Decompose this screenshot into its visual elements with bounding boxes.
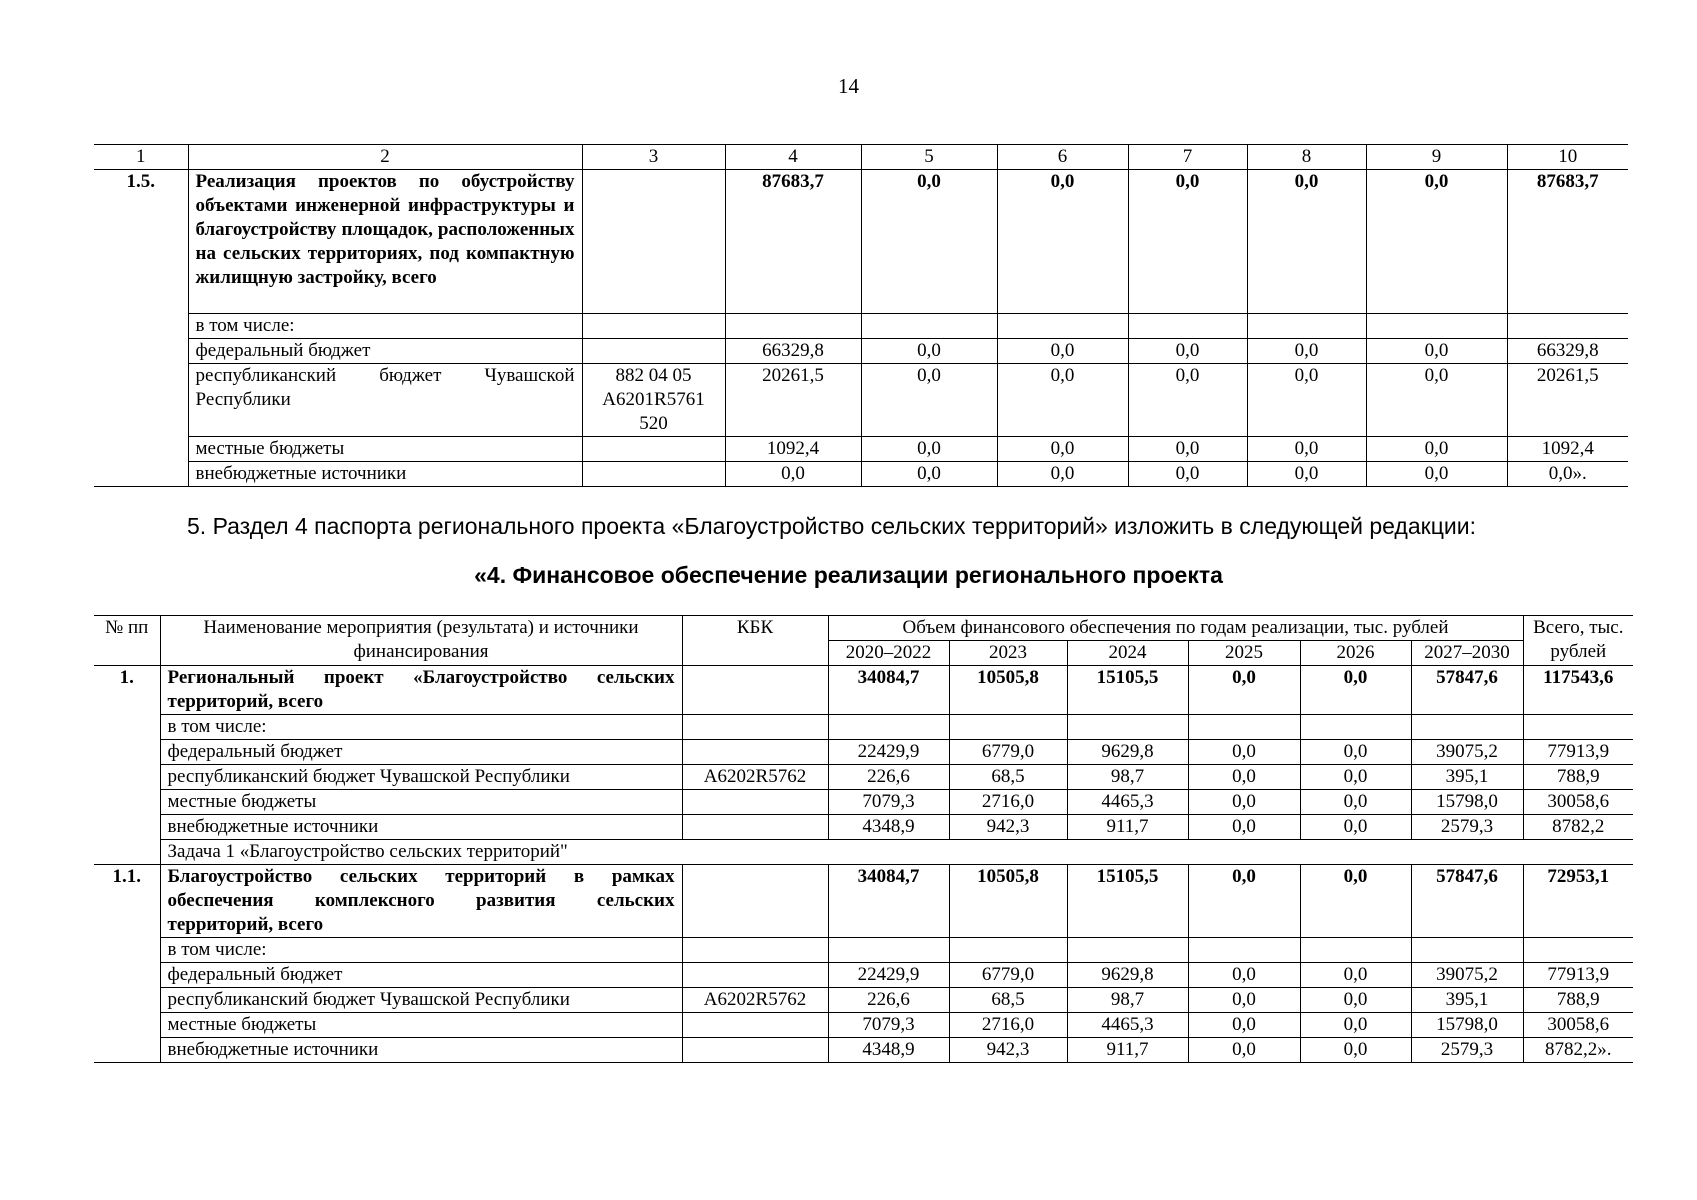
value-cell: 0,0: [1300, 988, 1411, 1013]
table-row: [94, 963, 1633, 988]
finance-table: [94, 615, 1633, 1063]
table-row: [94, 666, 1633, 715]
value-cell: 20261,5: [725, 364, 861, 437]
value-cell: 0,0: [1300, 740, 1411, 765]
row-number: [94, 364, 188, 437]
row-name: республиканский бюджет Чувашской Республики: [160, 988, 682, 1013]
kbk-line: 882 04 05: [615, 365, 692, 386]
value-cell: 788,9: [1523, 765, 1633, 790]
value-cell: 0,0: [1188, 790, 1300, 815]
kbk-cell: [582, 462, 725, 487]
value-cell: 2579,3: [1411, 815, 1523, 840]
value-cell: 8782,2».: [1523, 1038, 1633, 1063]
table-row: [94, 715, 1633, 740]
value-cell: 2579,3: [1411, 1038, 1523, 1063]
value-cell: 0,0: [1366, 364, 1507, 437]
row-name: Региональный проект «Благоустройство сельских территорий, всего: [160, 666, 682, 715]
row-name: местные бюджеты: [160, 790, 682, 815]
value-cell: 4465,3: [1067, 790, 1188, 815]
row-number: [94, 765, 160, 790]
table-row: [94, 938, 1633, 963]
kbk-cell: A6202R5762: [682, 988, 828, 1013]
value-cell: 15798,0: [1411, 1013, 1523, 1038]
value-cell: 22429,9: [828, 740, 949, 765]
value-cell: 57847,6: [1411, 865, 1523, 938]
value-cell: 66329,8: [725, 339, 861, 364]
value-cell: 0,0: [1188, 666, 1300, 715]
value-cell: 0,0: [725, 462, 861, 487]
value-cell: 0,0: [1128, 437, 1247, 462]
row-number: [94, 740, 160, 765]
value-cell: 0,0: [1300, 765, 1411, 790]
value-cell: 395,1: [1411, 765, 1523, 790]
value-cell: 788,9: [1523, 988, 1633, 1013]
table-row: [94, 790, 1633, 815]
value-cell: 34084,7: [828, 666, 949, 715]
header-year: 2020–2022: [828, 641, 949, 666]
value-cell: 6779,0: [949, 740, 1067, 765]
value-cell: 39075,2: [1411, 963, 1523, 988]
value-cell: 4465,3: [1067, 1013, 1188, 1038]
row-number: 1.1.: [94, 865, 160, 938]
value-cell: 4348,9: [828, 1038, 949, 1063]
value-cell: 0,0: [1300, 1038, 1411, 1063]
value-cell: 77913,9: [1523, 740, 1633, 765]
value-cell: 10505,8: [949, 666, 1067, 715]
value-cell: 0,0».: [1507, 462, 1628, 487]
value-cell: 0,0: [1188, 740, 1300, 765]
value-cell: 7079,3: [828, 1013, 949, 1038]
value-cell: 0,0: [861, 364, 997, 437]
value-cell: 395,1: [1411, 988, 1523, 1013]
value-cell: 117543,6: [1523, 666, 1633, 715]
amendment-paragraph: 5. Раздел 4 паспорта регионального проекта «Благоустройство сельских территорий» изложить в следующей редакции:: [187, 513, 1476, 539]
row-number: [94, 963, 160, 988]
value-cell: 0,0: [997, 364, 1128, 437]
row-name: внебюджетные источники: [160, 1038, 682, 1063]
table-row: [94, 462, 1628, 487]
kbk-cell: [682, 790, 828, 815]
value-cell: 72953,1: [1523, 865, 1633, 938]
value-cell: 87683,7: [1507, 170, 1628, 314]
value-cell: 2716,0: [949, 1013, 1067, 1038]
kbk-cell: [682, 815, 828, 840]
header-year: 2026: [1300, 641, 1411, 666]
value-cell: 8782,2: [1523, 815, 1633, 840]
value-cell: 1092,4: [1507, 437, 1628, 462]
value-cell: 0,0: [1188, 765, 1300, 790]
kbk-cell: [682, 1013, 828, 1038]
table-row: [94, 339, 1628, 364]
header-year: 2027–2030: [1411, 641, 1523, 666]
column-number: 4: [725, 145, 861, 170]
kbk-cell: [682, 865, 828, 938]
value-cell: 0,0: [1247, 170, 1366, 314]
value-cell: 0,0: [1366, 339, 1507, 364]
table-row: [94, 988, 1633, 1013]
header-num: № пп: [94, 616, 160, 666]
kbk-cell: [582, 339, 725, 364]
row-number: [94, 840, 160, 865]
row-number: [94, 938, 160, 963]
table-row: [94, 765, 1633, 790]
kbk-cell: [582, 437, 725, 462]
table-row: [94, 364, 1628, 437]
value-cell: 226,6: [828, 988, 949, 1013]
header-year: 2025: [1188, 641, 1300, 666]
value-cell: 0,0: [1188, 1038, 1300, 1063]
value-cell: 0,0: [1128, 339, 1247, 364]
row-name: Благоустройство сельских территорий в рамках обеспечения комплексного развития сельских территорий, всего: [160, 865, 682, 938]
value-cell: 0,0: [1300, 790, 1411, 815]
table-row: [94, 314, 1628, 339]
header-volume: Объем финансового обеспечения по годам реализации, тыс. рублей: [828, 616, 1523, 641]
row-name: федеральный бюджет: [188, 339, 582, 364]
kbk-cell: [682, 740, 828, 765]
value-cell: 0,0: [1366, 437, 1507, 462]
kbk-cell: [682, 666, 828, 715]
row-name: республиканский бюджет Чувашской Республики: [188, 364, 582, 437]
value-cell: 68,5: [949, 988, 1067, 1013]
value-cell: 942,3: [949, 1038, 1067, 1063]
value-cell: 9629,8: [1067, 963, 1188, 988]
value-cell: 226,6: [828, 765, 949, 790]
value-cell: 39075,2: [1411, 740, 1523, 765]
value-cell: 15105,5: [1067, 666, 1188, 715]
value-cell: 0,0: [1247, 339, 1366, 364]
value-cell: 0,0: [997, 437, 1128, 462]
kbk-cell: [682, 963, 828, 988]
column-number: 1: [94, 145, 188, 170]
kbk-line: A6201R5761: [602, 389, 705, 410]
column-number: 3: [582, 145, 725, 170]
value-cell: 20261,5: [1507, 364, 1628, 437]
kbk-cell: [682, 1038, 828, 1063]
value-cell: 0,0: [1188, 988, 1300, 1013]
row-name: республиканский бюджет Чувашской Республики: [160, 765, 682, 790]
table-row: [94, 1013, 1633, 1038]
value-cell: 10505,8: [949, 865, 1067, 938]
value-cell: 0,0: [1128, 170, 1247, 314]
column-number: 10: [1507, 145, 1628, 170]
value-cell: 30058,6: [1523, 790, 1633, 815]
section-heading: «4. Финансовое обеспечение реализации регионального проекта: [474, 562, 1223, 588]
table-row: [94, 170, 1628, 314]
value-cell: 9629,8: [1067, 740, 1188, 765]
row-name: местные бюджеты: [160, 1013, 682, 1038]
value-cell: 0,0: [1366, 170, 1507, 314]
value-cell: 0,0: [861, 437, 997, 462]
column-number: 7: [1128, 145, 1247, 170]
value-cell: 0,0: [1300, 865, 1411, 938]
value-cell: 4348,9: [828, 815, 949, 840]
header-row: [94, 616, 1633, 641]
value-cell: 1092,4: [725, 437, 861, 462]
header-kbk: КБК: [682, 616, 828, 666]
value-cell: 0,0: [1247, 364, 1366, 437]
value-cell: 942,3: [949, 815, 1067, 840]
row-number: [94, 437, 188, 462]
row-number: [94, 462, 188, 487]
value-cell: 98,7: [1067, 765, 1188, 790]
table-row: [94, 740, 1633, 765]
value-cell: 30058,6: [1523, 1013, 1633, 1038]
value-cell: 77913,9: [1523, 963, 1633, 988]
value-cell: 22429,9: [828, 963, 949, 988]
value-cell: 98,7: [1067, 988, 1188, 1013]
value-cell: 15105,5: [1067, 865, 1188, 938]
value-cell: 0,0: [997, 339, 1128, 364]
column-number: 2: [188, 145, 582, 170]
value-cell: 0,0: [1188, 815, 1300, 840]
finance-table-continuation: [94, 144, 1628, 487]
value-cell: 0,0: [1247, 462, 1366, 487]
column-number-row: [94, 145, 1628, 170]
value-cell: 0,0: [1128, 364, 1247, 437]
value-cell: 0,0: [1188, 963, 1300, 988]
table-row: [94, 865, 1633, 938]
column-number: 9: [1366, 145, 1507, 170]
table-row: [94, 1038, 1633, 1063]
value-cell: 0,0: [1188, 865, 1300, 938]
task-row: [94, 840, 1633, 865]
task-title: Задача 1 «Благоустройство сельских территорий": [160, 840, 1633, 865]
row-name: в том числе:: [188, 314, 582, 339]
value-cell: 0,0: [1300, 666, 1411, 715]
row-number: [94, 988, 160, 1013]
value-cell: 0,0: [997, 462, 1128, 487]
row-number: 1.5.: [94, 170, 188, 314]
value-cell: 0,0: [1247, 437, 1366, 462]
value-cell: 911,7: [1067, 815, 1188, 840]
header-year: 2023: [949, 641, 1067, 666]
value-cell: 34084,7: [828, 865, 949, 938]
row-name: в том числе:: [160, 715, 682, 740]
row-number: [94, 339, 188, 364]
kbk-cell: A6202R5762: [682, 765, 828, 790]
row-number: [94, 715, 160, 740]
value-cell: 0,0: [861, 462, 997, 487]
row-number: [94, 790, 160, 815]
row-number: 1.: [94, 666, 160, 715]
value-cell: 0,0: [861, 170, 997, 314]
value-cell: 0,0: [1300, 815, 1411, 840]
column-number: 6: [997, 145, 1128, 170]
row-name: внебюджетные источники: [160, 815, 682, 840]
value-cell: 6779,0: [949, 963, 1067, 988]
value-cell: 0,0: [1366, 462, 1507, 487]
row-number: [94, 1013, 160, 1038]
table-row: [94, 815, 1633, 840]
value-cell: 66329,8: [1507, 339, 1628, 364]
value-cell: 2716,0: [949, 790, 1067, 815]
header-name: Наименование мероприятия (результата) и источники финансирования: [160, 616, 682, 666]
column-number: 8: [1247, 145, 1366, 170]
value-cell: 0,0: [997, 170, 1128, 314]
header-total: Всего, тыс. рублей: [1523, 616, 1633, 666]
value-cell: 68,5: [949, 765, 1067, 790]
value-cell: 57847,6: [1411, 666, 1523, 715]
value-cell: 0,0: [1300, 963, 1411, 988]
value-cell: 0,0: [1300, 1013, 1411, 1038]
row-number: [94, 314, 188, 339]
row-name: федеральный бюджет: [160, 963, 682, 988]
value-cell: 911,7: [1067, 1038, 1188, 1063]
row-name: внебюджетные источники: [188, 462, 582, 487]
page-number: 14: [838, 74, 859, 98]
value-cell: 87683,7: [725, 170, 861, 314]
row-name: федеральный бюджет: [160, 740, 682, 765]
value-cell: 0,0: [1188, 1013, 1300, 1038]
row-number: [94, 1038, 160, 1063]
value-cell: 15798,0: [1411, 790, 1523, 815]
table-row: [94, 437, 1628, 462]
row-name: местные бюджеты: [188, 437, 582, 462]
value-cell: 0,0: [1128, 462, 1247, 487]
kbk-cell: [582, 364, 725, 437]
value-cell: 0,0: [861, 339, 997, 364]
kbk-cell: [582, 170, 725, 314]
row-name: Реализация проектов по обустройству объектами инженерной инфраструктуры и благоустройству площадок, расположенных на сельских территориях, под компактную жилищную застройку, всего: [188, 170, 582, 314]
row-name: в том числе:: [160, 938, 682, 963]
header-year: 2024: [1067, 641, 1188, 666]
column-number: 5: [861, 145, 997, 170]
row-number: [94, 815, 160, 840]
value-cell: 7079,3: [828, 790, 949, 815]
kbk-line: 520: [639, 413, 668, 434]
